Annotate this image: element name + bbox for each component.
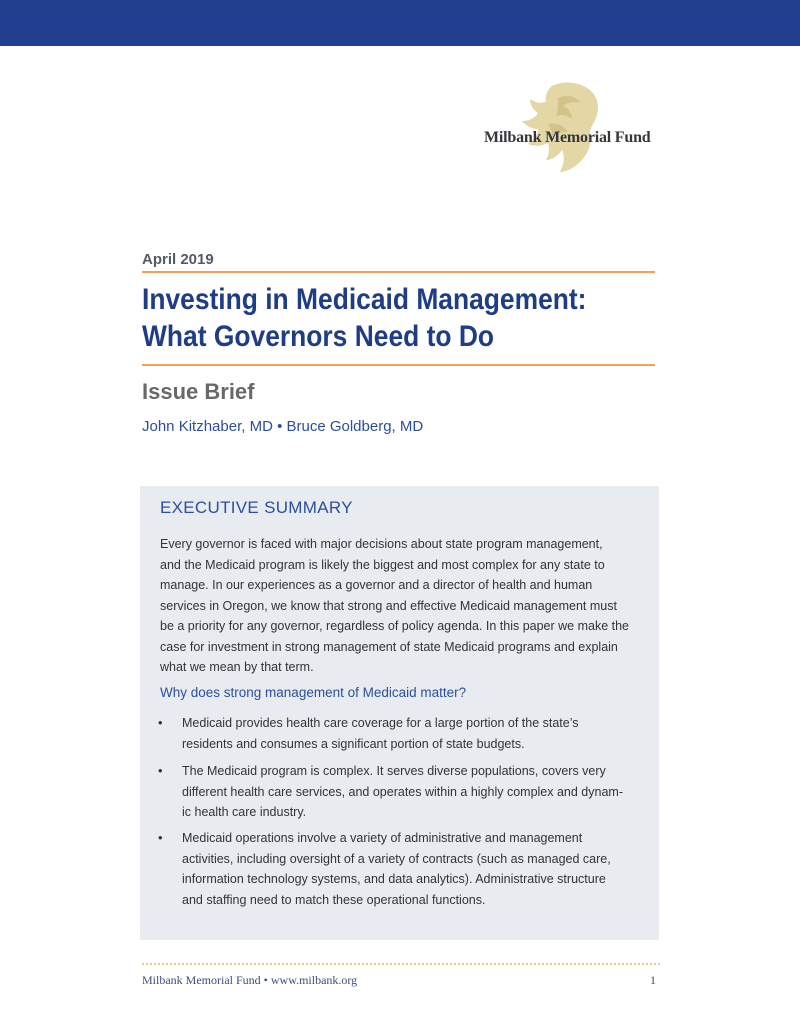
footer-divider — [142, 963, 660, 965]
page-number: 1 — [650, 973, 656, 987]
paragraph-line: Every governor is faced with major decisions about state program management, — [160, 537, 603, 551]
bullet-line: residents and consumes a significant portion of state budgets. — [182, 736, 525, 751]
bullet-line: information technology systems, and data analytics). Administrative structure — [182, 872, 606, 886]
paragraph-line: services in Oregon, we know that strong and effective Medicaid management must — [160, 598, 617, 613]
bullet-line: activities, including oversight of a variety of contracts (such as managed care, — [182, 851, 611, 866]
bullet-line: The Medicaid program is complex. It serves diverse populations, covers very — [182, 764, 606, 778]
document-type: Issue Brief — [142, 379, 255, 404]
bullet-text — [182, 713, 579, 754]
page-title — [142, 281, 617, 355]
bullet-line: Medicaid provides health care coverage for a large portion of the state’s — [182, 716, 579, 730]
title-line: What Governors Need to Do — [142, 320, 495, 353]
top-banner — [0, 0, 800, 46]
bullet-line: Medicaid operations involve a variety of administrative and management — [182, 831, 583, 845]
bullet-line: ic health care industry. — [182, 805, 307, 819]
executive-summary-paragraph — [160, 534, 640, 678]
bullet-icon: • — [158, 763, 163, 778]
footer-text: Milbank Memorial Fund • www.milbank.org — [142, 973, 358, 987]
lion-head-icon — [518, 80, 600, 172]
bullet-line: different health care services, and operates within a highly complex and dynam- — [182, 784, 623, 799]
bullet-icon: • — [158, 830, 163, 845]
paragraph-line: and the Medicaid program is likely the biggest and most complex for any state to — [160, 557, 605, 572]
paragraph-line: case for investment in strong management of state Medicaid programs and explain — [160, 639, 618, 654]
section-question: Why does strong management of Medicaid matter? — [160, 685, 467, 700]
paragraph-line: manage. In our experiences as a governor and a director of health and human — [160, 578, 593, 592]
bullet-text — [182, 828, 611, 910]
title-rule-bottom — [142, 364, 655, 366]
paragraph-line: be a priority for any governor, regardless of policy agenda. In this paper we make the — [160, 619, 630, 633]
bullet-icon: • — [158, 715, 163, 730]
bullet-line: and staffing need to match these operational functions. — [182, 892, 486, 907]
title-rule-top — [142, 271, 655, 273]
publication-date: April 2019 — [142, 251, 214, 268]
logo-text: Milbank Memorial Fund — [484, 129, 651, 146]
title-line: Investing in Medicaid Management: — [142, 283, 587, 316]
bullet-text — [182, 761, 623, 823]
paragraph-line: what we mean by that term. — [160, 660, 314, 674]
executive-summary-heading: EXECUTIVE SUMMARY — [160, 498, 353, 517]
executive-summary-box — [140, 486, 659, 940]
authors: John Kitzhaber, MD • Bruce Goldberg, MD — [142, 418, 424, 435]
milbank-logo — [484, 80, 664, 176]
